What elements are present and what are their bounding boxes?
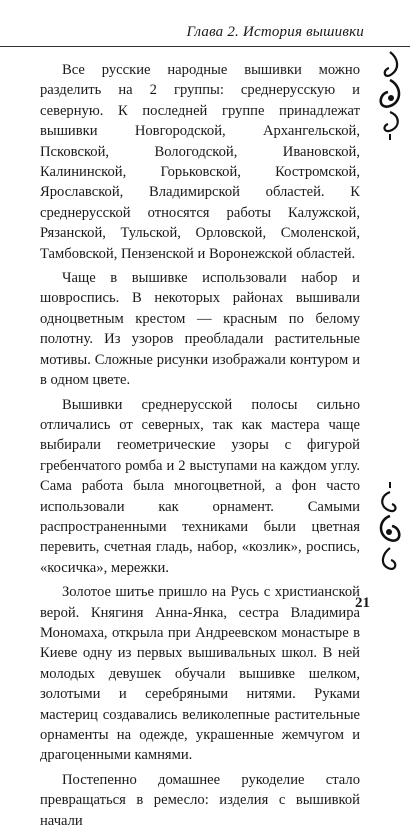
paragraph-5: Постепенно домашнее рукоделие стало превращаться в ремесло: изделия с вышивкой начали: [40, 771, 360, 829]
flourish-ornament-top: [374, 50, 406, 142]
paragraph-4: Золотое шитье пришло на Русь с христианской верой. Княгиня Анна-Янка, сестра Владимира Мономаха, открыла при Андреевском монастыре в Киеве одну из первых вышивальных школ. В ней молодых девушек обучали вышивке шелком, золотыми и серебряными нитями. Руками мастериц создавались великолепные растительные орнаменты на одежде, украшенные жемчугом и драгоценными камнями.: [40, 584, 360, 764]
chapter-title: Глава 2. История вышивки: [186, 24, 364, 40]
header-divider: [0, 46, 410, 47]
page-number: 21: [355, 595, 370, 611]
flourish-ornament-bottom: [374, 480, 406, 572]
paragraph-1: Все русские народные вышивки можно разделить на 2 группы: среднерусскую и северную. К последней группе принадлежат вышивки Новгородской, Архангельской, Псковской, Вологодской, Ивановской, Калининской, Горьковской, Костромской, Ярославской, Владимирской областей. К среднерусской относятся работы Калужской, Рязанской, Тульской, Орловской, Смоленской, Тамбовской, Пензенской и Воронежской областей.: [40, 62, 360, 262]
body-text: [40, 60, 360, 835]
paragraph-2: Чаще в вышивке использовали набор и шовроспись. В некоторых районах вышивали одноцветным крестом — красным по белому полотну. Из узоров преобладали растительные мотивы. Сложные рисунки изображали контуром и в одном цвете.: [40, 270, 360, 389]
paragraph-3: Вышивки среднерусской полосы сильно отличались от северных, так как мастера чаще выбирали геометрические узоры с фигурой гребенчатого ромба и 2 выступами на каждом углу. Сама работа была многоцветной, а фон часто использовали как орнамент. Самыми распространенными техниками были цветная перевить, счетная гладь, набор, «козлик», роспись, «косичка», мережки.: [40, 396, 360, 576]
